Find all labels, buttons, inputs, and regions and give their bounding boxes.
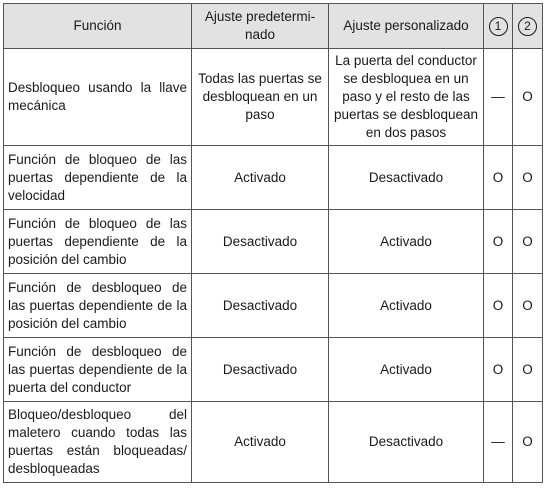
row-function: Desbloqueo usando la llave mecánica (4, 49, 192, 146)
row-default: Activado (192, 402, 329, 483)
row-col2: O (513, 146, 543, 210)
row-col1: O (484, 338, 513, 402)
row-default: Desactivado (192, 274, 329, 338)
row-col2: O (513, 274, 543, 338)
row-function: Función de bloqueo de las puertas dependiente de la posición del cambio (4, 210, 192, 274)
row-col2: O (513, 402, 543, 483)
row-custom: Desactivado (329, 146, 484, 210)
table-header-row (4, 4, 543, 49)
row-col1: — (484, 49, 513, 146)
header-default-text: Ajuste predetermi-nado (204, 9, 316, 42)
row-col2: O (513, 338, 543, 402)
row-default: Desactivado (192, 338, 329, 402)
row-col1: O (484, 210, 513, 274)
row-default (192, 49, 329, 146)
row-default-text: Todas las puertas se desbloquean en un paso (198, 71, 322, 122)
row-col2: O (513, 210, 543, 274)
table-row (4, 274, 543, 338)
row-custom: Activado (329, 210, 484, 274)
row-function: Función de desbloqueo de las puertas dependiente de la puerta del conductor (4, 338, 192, 402)
table-row (4, 210, 543, 274)
row-custom: Activado (329, 274, 484, 338)
row-custom-text: La puerta del conductor se desbloquea en un paso y el resto de las puertas se desbloquean en dos pasos (333, 53, 479, 140)
table-row (4, 402, 543, 483)
row-custom: Activado (329, 338, 484, 402)
row-custom (329, 49, 484, 146)
table-row (4, 338, 543, 402)
header-col2 (513, 4, 543, 49)
settings-table (3, 3, 543, 483)
row-col1: — (484, 402, 513, 483)
row-col1: O (484, 146, 513, 210)
row-col1: O (484, 274, 513, 338)
circled-1-icon: 1 (489, 17, 508, 36)
header-default (192, 4, 329, 49)
table-row (4, 49, 543, 146)
row-function: Bloqueo/desbloqueo del maletero cuando todas las puertas están bloqueadas/ desbloqueadas (4, 402, 192, 483)
table-row (4, 146, 543, 210)
row-function: Función de desbloqueo de las puertas dependiente de la posición del cambio (4, 274, 192, 338)
row-default: Desactivado (192, 210, 329, 274)
row-custom: Desactivado (329, 402, 484, 483)
header-col1 (484, 4, 513, 49)
row-col2: O (513, 49, 543, 146)
header-function: Función (4, 4, 192, 49)
circled-2-icon: 2 (518, 17, 537, 36)
header-custom: Ajuste personalizado (329, 4, 484, 49)
row-default: Activado (192, 146, 329, 210)
row-function: Función de bloqueo de las puertas dependiente de la velocidad (4, 146, 192, 210)
